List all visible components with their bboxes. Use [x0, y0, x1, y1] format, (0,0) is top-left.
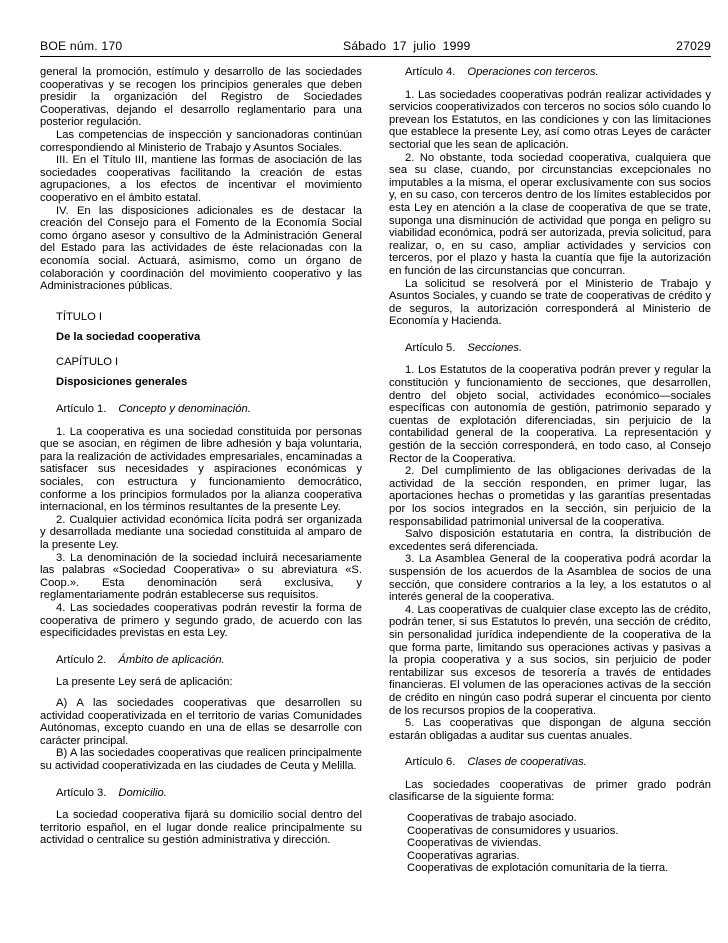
article-title: Domicilio.: [118, 786, 167, 799]
header-page-number: 27029: [676, 39, 711, 53]
list-item: Cooperativas de explotación comunitaria de la tierra.: [407, 862, 669, 875]
paragraph: 3. La Asamblea General de la cooperativa podrá acordar la suspensión de los acuerdos de la Asamblea de socios de una sección, que considere contrarios a la ley, a los estatutos o al interés general de la cooperativa.: [389, 553, 711, 604]
paragraph: III. En el Título III, mantiene las formas de asociación de las sociedades cooperativas facilitando la creación de estas agrupaciones, a los efectos de incentivar el movimiento cooperativo en el ámbito estatal.: [40, 154, 362, 204]
article-5-heading: [389, 342, 711, 355]
paragraph: B) A las sociedades cooperativas que realicen principalmente su actividad cooperativizada en las ciudades de Ceuta y Melilla.: [40, 747, 362, 772]
paragraph: IV. En las disposiciones adicionales es de destacar la creación del Consejo para el Fomento de la Economía Social como órgano asesor y consultivo de la Administración General del Estado para las actividades de éste relacionadas con la economía social. Actuará, asimismo, como un órgano de colaboración y coordinación del movimiento cooperativo y las Administraciones públicas.: [40, 204, 362, 293]
right-column: [389, 66, 711, 875]
cooperative-types-list: [389, 812, 711, 875]
paragraph: 1. Las sociedades cooperativas podrán realizar actividades y servicios cooperativizados con terceros no socios sólo cuando lo prevean los Estatutos, en las condiciones y con las limitaciones que establece la presente Ley, así como otras Leyes de carácter sectorial que les sean de aplicación.: [389, 88, 711, 151]
capitulo-name: Disposiciones generales: [56, 376, 188, 389]
list-item: Cooperativas de viviendas.: [407, 837, 542, 850]
paragraph: La sociedad cooperativa fijará su domicilio social dentro del territorio español, en el lugar donde realice principalmente su actividad o centralice su gestión administrativa y dirección.: [40, 809, 362, 847]
article-number: Artículo 4.: [405, 66, 456, 78]
header-date: Sábado 17 julio 1999: [343, 39, 471, 53]
article-title: Secciones.: [467, 341, 523, 354]
paragraph: 5. Las cooperativas que dispongan de alguna sección estarán obligadas a auditar sus cuentas anuales.: [389, 717, 711, 742]
page-header: [40, 38, 711, 54]
article-title: Operaciones con terceros.: [467, 66, 599, 78]
article-title: Clases de cooperativas.: [467, 756, 587, 769]
article-number: Artículo 1.: [56, 403, 107, 416]
paragraph: 2. No obstante, toda sociedad cooperativa, cualquiera que sea su clase, cuando, por circunstancias excepcionales no imputables a la misma, el operar exclusivamente con sus socios y, en su caso, con terceros dentro de los límites establecidos por esta Ley en atención a la clase de cooperativa de que se trate, suponga una disminución de actividad que ponga en peligro su viabilidad económica, podrá ser autorizada, previa solicitud, para realizar, o, en su caso, ampliar actividades y servicios con terceros, por el plazo y hasta la cuantía que fije la autorización en función de las circunstancias que concurran.: [389, 151, 711, 277]
article-4-heading: [389, 66, 711, 79]
paragraph: 4. Las cooperativas de cualquier clase excepto las de crédito, podrán tener, si sus Estatutos lo prevén, una sección de crédito, sin personalidad jurídica independiente de la cooperativa de la que forma parte, limitando sus operaciones activas y pasivas a la propia cooperativa y a sus socios, sin perjuicio de poder rentabilizar sus excesos de tesorería a través de entidades financieras. El volumen de las operaciones activas de la sección de crédito en ningún caso podrá superar el cincuenta por ciento de los recursos propios de la cooperativa.: [389, 603, 711, 717]
article-title: Concepto y denominación.: [118, 403, 251, 416]
header-journal: BOE núm. 170: [40, 39, 123, 53]
article-title: Ámbito de aplicación.: [118, 653, 225, 666]
titulo-name: De la sociedad cooperativa: [56, 331, 201, 344]
article-1-heading: [40, 403, 362, 416]
paragraph: Las sociedades cooperativas de primer grado podrán clasificarse de la siguiente forma:: [389, 778, 711, 804]
article-number: Artículo 6.: [405, 756, 456, 769]
article-number: Artículo 3.: [56, 786, 107, 799]
paragraph: general la promoción, estímulo y desarrollo de las sociedades cooperativas y se recogen los principios generales que deben presidir la organización del Registro de Sociedades Cooperativas, dejando el desarrollo reglamentario para una posterior regulación.: [40, 66, 362, 129]
paragraph: 3. La denominación de la sociedad incluirá necesariamente las palabras «Sociedad Cooperativa» o su abreviatura «S. Coop.». Esta denominación será exclusiva, y reglamentariamente podrán establecerse sus requisitos.: [40, 551, 362, 602]
article-3-heading: [40, 787, 362, 800]
paragraph: A) A las sociedades cooperativas que desarrollen su actividad cooperativizada en el territorio de varias Comunidades Autónomas, excepto cuando en una de ellas se desarrolle con carácter principal.: [40, 696, 362, 747]
paragraph: Salvo disposición estatutaria en contra, la distribución de excedentes será diferenciada.: [389, 528, 711, 553]
left-column: [40, 66, 362, 847]
paragraph: 1. Los Estatutos de la cooperativa podrán prever y regular la constitución y funcionamiento de secciones, que desarrollen, dentro del objeto social, actividades económico—sociales específicas con autonomía de gestión, patrimonio separado y cuentas de explotación diferenciadas, sin perjuicio de la contabilidad general de la cooperativa. La representación y gestión de la sección corresponderá, en todo caso, al Consejo Rector de la Cooperativa.: [389, 364, 711, 465]
paragraph: 2. Cualquier actividad económica lícita podrá ser organizada y desarrollada mediante una sociedad constituida al amparo de la presente Ley.: [40, 513, 362, 551]
paragraph: 2. Del cumplimiento de las obligaciones derivadas de la actividad de la sección responden, en primer lugar, las aportaciones hechas o prometidas y las garantías presentadas por los socios integrados en la sección, sin perjuicio de la responsabilidad patrimonial universal de la cooperativa.: [389, 465, 711, 528]
paragraph: 1. La cooperativa es una sociedad constituida por personas que se asocian, en régimen de libre adhesión y baja voluntaria, para la realización de actividades empresariales, encaminadas a satisfacer sus necesidades y aspiraciones económicas y sociales, con estructura y funcionamiento democrático, conforme a los principios formulados por la alianza cooperativa internacional, en los términos resultantes de la presente Ley.: [40, 425, 362, 514]
paragraph: La solicitud se resolverá por el Ministerio de Trabajo y Asuntos Sociales, y cuando se trate de cooperativas de crédito y de seguros, la autorización corresponderá al Ministerio de Economía y Hacienda.: [389, 277, 711, 328]
list-item: Cooperativas agrarias.: [407, 849, 520, 862]
titulo-heading: TÍTULO I: [56, 310, 102, 323]
list-item: Cooperativas de consumidores y usuarios.: [407, 824, 619, 837]
list-item: Cooperativas de trabajo asociado.: [407, 812, 577, 825]
capitulo-heading: CAPÍTULO I: [56, 355, 119, 368]
header-rule: [40, 56, 711, 57]
article-number: Artículo 2.: [56, 653, 107, 666]
paragraph: Las competencias de inspección y sancionadoras continúan correspondiendo al Ministerio de Trabajo y Asuntos Sociales.: [40, 128, 362, 154]
article-number: Artículo 5.: [405, 341, 456, 354]
article-6-heading: [389, 756, 711, 769]
paragraph: 4. Las sociedades cooperativas podrán revestir la forma de cooperativa de primero y segundo grado, de acuerdo con las especificidades previstas en esta Ley.: [40, 601, 362, 640]
article-2-heading: [40, 654, 362, 667]
paragraph: La presente Ley será de aplicación:: [56, 676, 233, 689]
